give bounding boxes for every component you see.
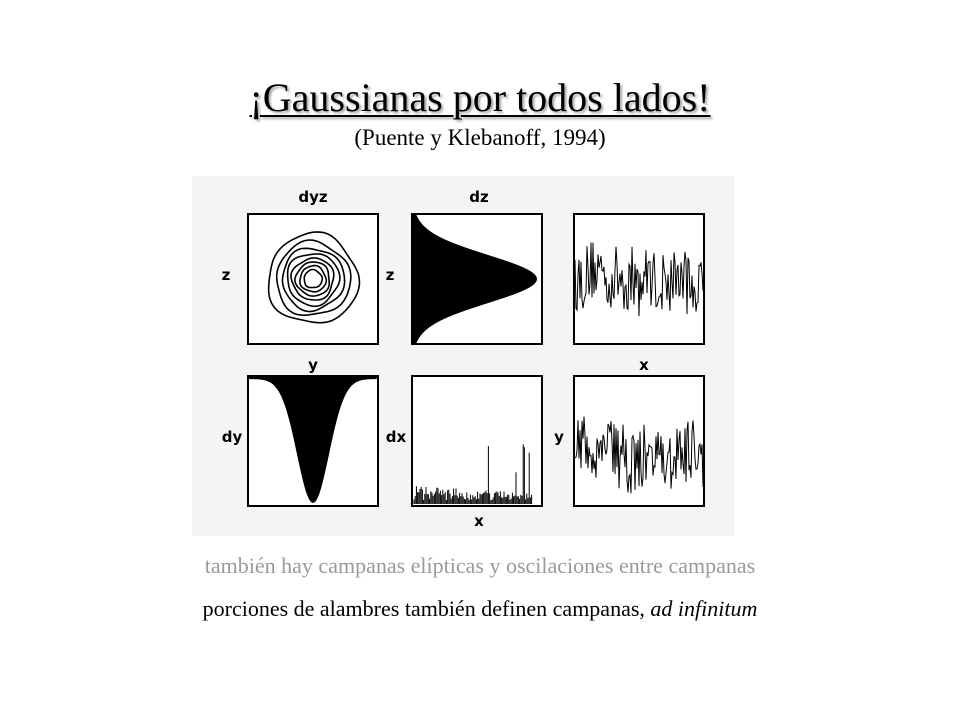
label-z-middle: z (385, 266, 395, 284)
panel-dx-frame (412, 376, 542, 506)
slide-title: ¡Gaussianas por todos lados! (249, 75, 711, 120)
caption-main-text: porciones de alambres también definen campanas, (202, 596, 651, 621)
panel-dz-profile (412, 214, 542, 344)
slide-subtitle: (Puente y Klebanoff, 1994) (354, 125, 606, 150)
label-dy: dy (221, 428, 243, 446)
label-y-right: y (554, 428, 564, 446)
label-x-bottom: x (474, 512, 484, 530)
label-x-under: x (639, 356, 649, 374)
gaussian-figure (192, 176, 734, 536)
panel-dx-spikes (412, 376, 542, 506)
label-dyz: dyz (298, 188, 328, 206)
label-dx: dx (385, 428, 407, 446)
figure-canvas (192, 176, 734, 536)
panel-dy-profile (248, 376, 378, 506)
panel-signal-bottom (574, 376, 704, 506)
panel-signal-top (574, 214, 704, 344)
caption-secondary: también hay campanas elípticas y oscilaciones entre campanas (204, 553, 756, 578)
label-y-under: y (308, 356, 318, 374)
panel-contours (248, 214, 378, 344)
caption-main-italic: ad infinitum (650, 596, 758, 621)
label-z-left: z (221, 266, 231, 284)
caption-main (0, 595, 960, 623)
label-dz: dz (469, 188, 489, 206)
